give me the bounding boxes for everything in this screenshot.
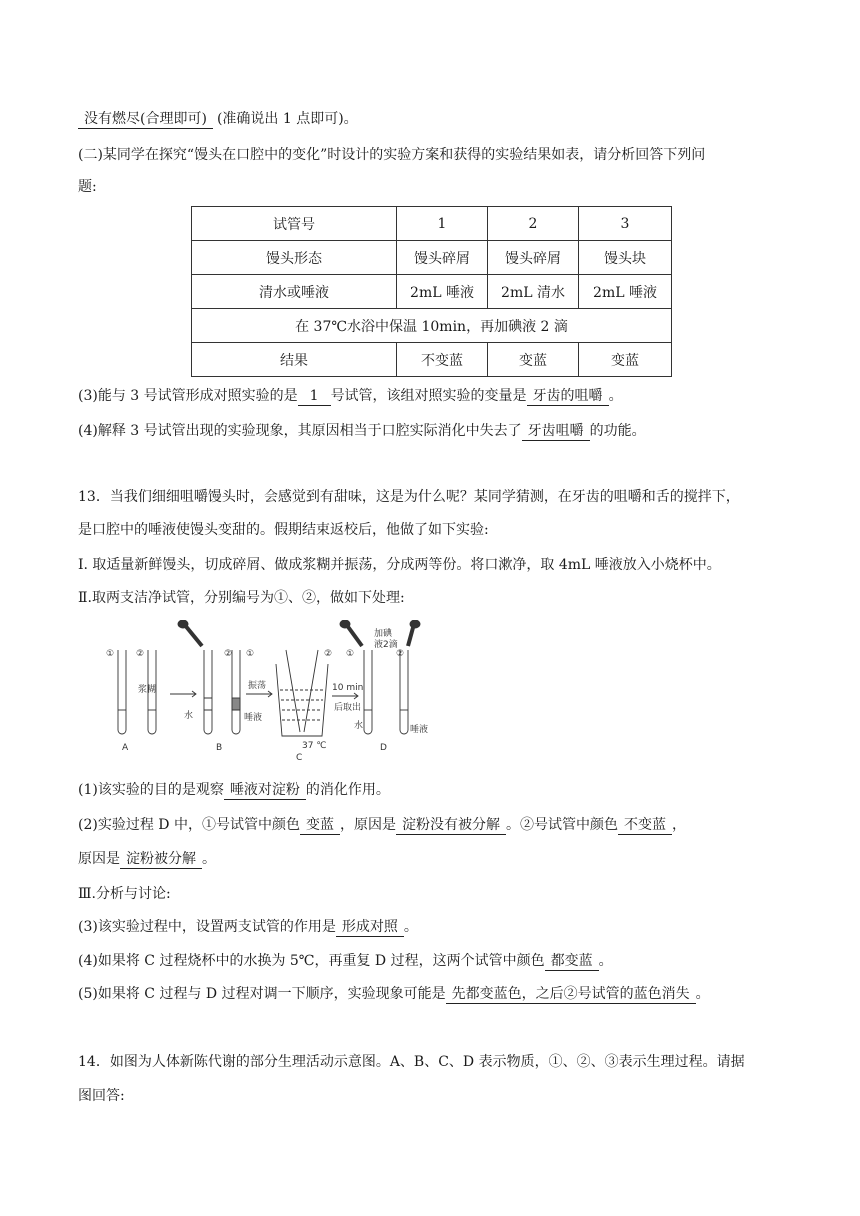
text: 。 [608, 388, 623, 404]
answer-blank: 牙齿的咀嚼 [527, 388, 609, 406]
problem-14-line2: 图回答: [78, 1088, 125, 1104]
label-B: B [216, 743, 223, 753]
part2-intro: (二)某同学在探究“馒头在口腔中的变化”时设计的实验方案和获得的实验结果如表，请分析回答下列问 [78, 147, 706, 163]
question-13-2 [78, 815, 778, 835]
text: 。 [598, 953, 613, 969]
table-row [192, 207, 672, 241]
text: ， [671, 817, 686, 833]
label-iodine: 加碘 [374, 629, 393, 639]
test-tube [118, 650, 126, 734]
table-cell: 1 [397, 207, 488, 241]
text: ，原因是 [339, 817, 396, 833]
label-water: 水 [354, 721, 364, 731]
text: (3)能与 3 号试管形成对照实验的是 [78, 388, 298, 404]
answer-blank: 牙齿咀嚼 [522, 423, 590, 441]
liquid-level [204, 698, 212, 710]
test-tube [364, 650, 372, 734]
text: (准确说出 1 点即可)。 [216, 111, 358, 127]
label-saliva: 唾液 [244, 713, 263, 723]
label-takeout: 后取出 [334, 703, 362, 713]
text: 号试管，该组对照实验的变量是 [330, 388, 527, 404]
table-cell: 3 [579, 207, 672, 241]
answer-blank: 没有燃尽(合理即可) [78, 111, 213, 129]
question-3 [78, 386, 778, 406]
dropper-bulb [340, 620, 350, 628]
dropper [184, 624, 202, 646]
dropper-bulb [178, 620, 188, 628]
test-tube [400, 650, 408, 734]
question-13-4 [78, 951, 778, 971]
question-4 [78, 421, 778, 441]
text: 。②号试管中颜色 [505, 817, 618, 833]
text: (5)如果将 C 过程与 D 过程对调一下顺序，实验现象可能是 [78, 986, 446, 1002]
experiment-table [191, 206, 672, 377]
table-cell: 结果 [192, 343, 397, 377]
text: (3)该实验过程中，设置两支试管的作用是 [78, 919, 336, 935]
problem-13-step2: Ⅱ.取两支洁净试管，分别编号为①、②，做如下处理: [78, 590, 405, 606]
text: (1)该实验的目的是观察 [78, 782, 224, 798]
part2-intro-cont: 题: [78, 179, 97, 195]
table-cell: 2mL 唾液 [579, 275, 672, 309]
part3-heading: Ⅲ.分析与讨论: [78, 886, 171, 902]
table-cell: 不变蓝 [397, 343, 488, 377]
label-temp: 37 ℃ [302, 741, 327, 751]
table-row [192, 241, 672, 275]
table-cell: 馒头块 [579, 241, 672, 275]
table-cell: 2 [488, 207, 579, 241]
dropper-bulb [410, 620, 420, 628]
label-tube-1: ① [246, 649, 255, 659]
table-cell: 变蓝 [488, 343, 579, 377]
problem-14-line1: 14．如图为人体新陈代谢的部分生理活动示意图。A、B、C、D 表示物质，①、②、③表示生理过程。请据 [78, 1054, 745, 1070]
test-tube [232, 650, 240, 734]
label-shake: 振荡 [248, 681, 267, 691]
answer-blank: 1 [298, 388, 331, 406]
question-13-3 [78, 917, 778, 937]
table-row [192, 309, 672, 343]
arrow [332, 693, 358, 699]
answer-blank: 唾液对淀粉 [224, 782, 306, 800]
label-water: 水 [184, 711, 194, 721]
problem-13-line1: 13．当我们细细咀嚼馒头时，会感觉到有甜味，这是为什么呢？某同学猜测，在牙齿的咀嚼和舌的搅拌下， [78, 489, 740, 505]
label-C: C [296, 753, 303, 762]
experiment-diagram [96, 620, 440, 762]
label-iodine-2: 液2滴 [374, 640, 398, 650]
text: 的消化作用。 [305, 782, 390, 798]
table-cell: 2mL 唾液 [397, 275, 488, 309]
q-answer-line [78, 109, 778, 129]
saliva-layer [232, 698, 240, 710]
water-lines [280, 690, 324, 720]
answer-blank: 不变蓝 [618, 817, 672, 835]
label-tube-2: ② [224, 649, 233, 659]
arrow [246, 691, 272, 697]
text: (4)解释 3 号试管出现的实验现象，其原因相当于口腔实际消化中失去了 [78, 423, 522, 439]
text: 。 [202, 851, 216, 867]
text: 。 [695, 986, 710, 1002]
table-cell: 清水或唾液 [192, 275, 397, 309]
label-paste: 浆糊 [138, 685, 157, 695]
question-13-5 [78, 984, 778, 1004]
label-tube-2: ② [396, 649, 405, 659]
text: 的功能。 [589, 423, 646, 439]
answer-blank: 变蓝 [300, 817, 340, 835]
answer-blank: 淀粉没有被分解 [396, 817, 506, 835]
table-cell: 2mL 清水 [488, 275, 579, 309]
label-time: 10 min [332, 683, 364, 693]
table-cell: 馒头形态 [192, 241, 397, 275]
table-row [192, 275, 672, 309]
answer-blank: 都变蓝 [545, 953, 599, 971]
label-D: D [380, 743, 387, 753]
table-cell: 变蓝 [579, 343, 672, 377]
label-tube-2: ② [324, 649, 333, 659]
text: (4)如果将 C 过程烧杯中的水换为 5℃，再重复 D 过程，这两个试管中颜色 [78, 953, 545, 969]
table-cell: 在 37℃水浴中保温 10min，再加碘液 2 滴 [192, 309, 672, 343]
problem-13-line2: 是口腔中的唾液使馒头变甜的。假期结束返校后，他做了如下实验: [78, 522, 489, 538]
label-saliva: 唾液 [410, 725, 429, 735]
label-tube-2: ② [136, 649, 145, 659]
label-A: A [122, 743, 129, 753]
table-row [192, 343, 672, 377]
arrow [170, 691, 196, 697]
label-tube-1: ① [346, 649, 355, 659]
text: (2)实验过程 D 中，①号试管中颜色 [78, 817, 300, 833]
table-cell: 馒头碎屑 [488, 241, 579, 275]
label-tube-1: ① [106, 649, 115, 659]
text: 原因是 [78, 851, 120, 867]
answer-blank: 先都变蓝色，之后②号试管的蓝色消失 [446, 986, 696, 1004]
table-cell: 馒头碎屑 [397, 241, 488, 275]
problem-13-step1: Ⅰ. 取适量新鲜馒头，切成碎屑、做成浆糊并振荡，分成两等份。将口漱净，取 4mL 唾液放入小烧杯中。 [78, 557, 721, 573]
question-13-1 [78, 780, 778, 800]
question-13-2b [78, 849, 778, 869]
test-tube [204, 650, 212, 734]
text: 。 [403, 919, 418, 935]
answer-blank: 淀粉被分解 [120, 851, 202, 869]
answer-blank: 形成对照 [336, 919, 404, 937]
table-cell: 试管号 [192, 207, 397, 241]
